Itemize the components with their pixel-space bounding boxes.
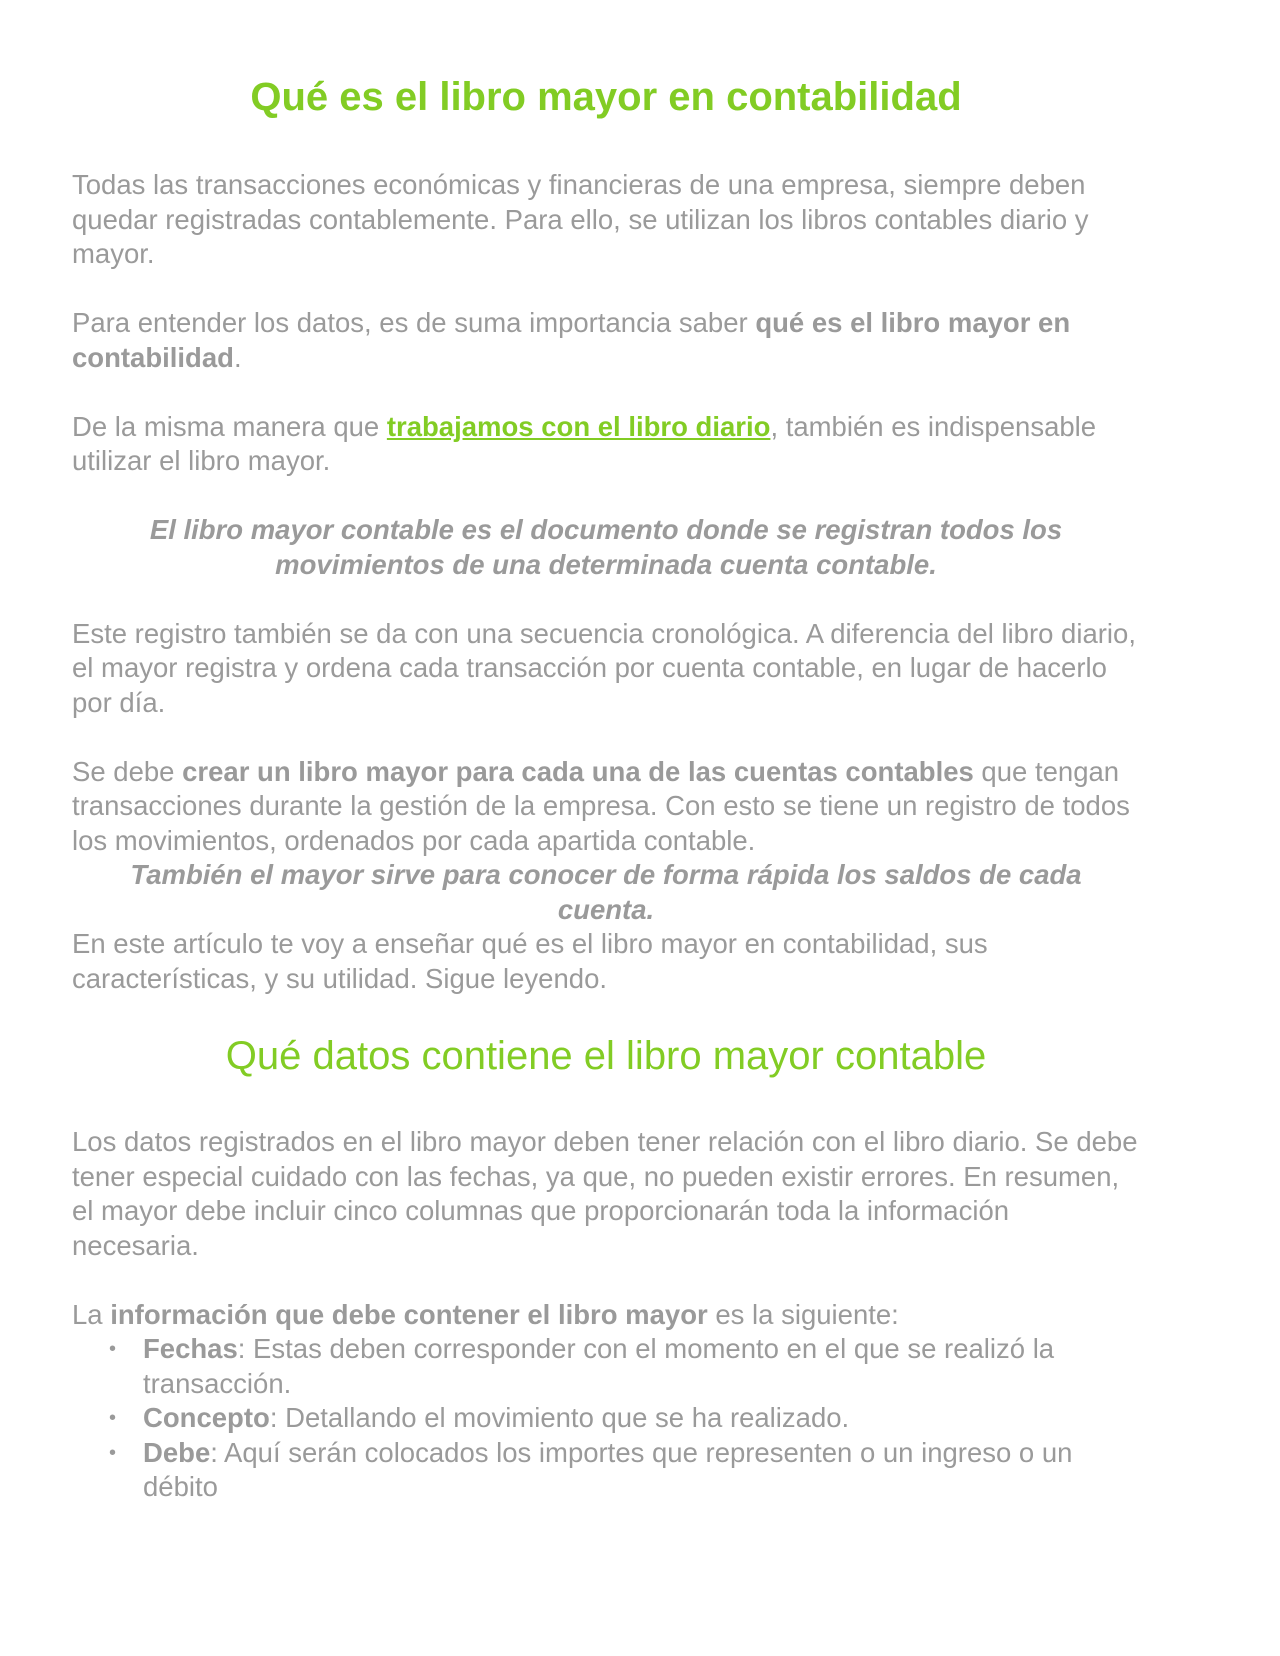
list-text: : Detallando el movimiento que se ha realizado. xyxy=(269,1402,850,1433)
list-term: Concepto xyxy=(143,1402,270,1433)
paragraph-diario xyxy=(72,410,1140,479)
text: que tengan transacciones durante la gestión de la empresa. Con esto se tiene un registro de todos los movimientos, ordenados por cada apartida contable. xyxy=(72,755,1130,856)
text: De la misma manera que xyxy=(72,410,387,442)
text: , también es indispensable utilizar el libro mayor. xyxy=(72,410,1097,476)
paragraph-chronology: Este registro también se da con una secuencia cronológica. A diferencia del libro diario, el mayor registra y ordena cada transacción por cuenta contable, en lugar de hacerlo por día. xyxy=(72,617,1136,718)
paragraph-data: Los datos registrados en el libro mayor deben tener relación con el libro diario. Se debe tener especial cuidado con las fechas, ya que, no pueden existir errores. En resumen, el mayor debe incluir cinco columnas que proporcionarán toda la información necesaria. xyxy=(72,1126,1138,1261)
text: Para entender los datos, es de suma importancia saber xyxy=(72,307,756,338)
list-item xyxy=(143,1401,1140,1436)
list-item xyxy=(143,1436,1140,1505)
paragraph-intro: Todas las transacciones económicas y financieras de una empresa, siempre deben quedar registradas contablemente. Para ello, se utilizan los libros contables diario y mayor. xyxy=(72,169,1089,269)
text: La xyxy=(72,1298,111,1330)
list-item xyxy=(143,1332,1140,1401)
list-term: Debe xyxy=(143,1436,211,1468)
definition-quote: El libro mayor contable es el documento donde se registran todos los movimientos de una determinada cuenta contable. xyxy=(149,514,1063,580)
text: es la siguiente: xyxy=(707,1298,899,1330)
paragraph-info xyxy=(72,1298,1140,1333)
balances-quote: También el mayor sirve para conocer de forma rápida los saldos de cada cuenta. xyxy=(130,859,1082,925)
paragraph-importance xyxy=(72,306,1140,375)
page-title: Qué es el libro mayor en contabilidad xyxy=(250,75,962,119)
paragraph-create-ledger xyxy=(72,755,1140,859)
list-text: : Aquí serán colocados los importes que representen o un ingreso o un débito xyxy=(143,1436,1073,1502)
bold-text: información que debe contener el libro mayor xyxy=(110,1298,708,1330)
paragraph-article-intro: En este artículo te voy a enseñar qué es el libro mayor en contabilidad, sus características, y su utilidad. Sigue leyendo. xyxy=(72,928,988,994)
columns-list xyxy=(72,1332,1140,1505)
text: . xyxy=(233,341,242,373)
text: Se debe xyxy=(72,755,183,787)
list-text: : Estas deben corresponder con el momento en el que se realizó la transacción. xyxy=(143,1333,1055,1399)
bold-text: crear un libro mayor para cada una de las cuentas contables xyxy=(182,755,974,787)
libro-diario-link[interactable]: trabajamos con el libro diario xyxy=(386,410,771,442)
bold-text: qué es el libro mayor en contabilidad xyxy=(72,307,1071,373)
section-heading: Qué datos contiene el libro mayor contable xyxy=(225,1034,987,1078)
list-term: Fechas xyxy=(143,1333,238,1364)
